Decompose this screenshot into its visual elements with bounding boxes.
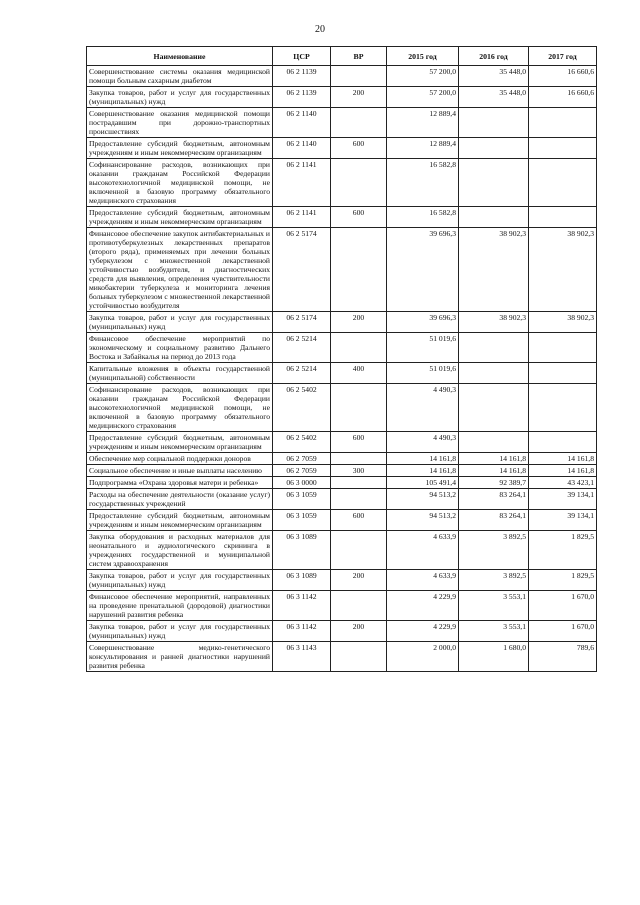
cell-name: Социальное обеспечение и иные выплаты населению: [87, 465, 273, 477]
cell-csr: 06 3 1089: [273, 570, 331, 591]
cell-name: Закупка товаров, работ и услуг для государственных (муниципальных) нужд: [87, 570, 273, 591]
table-row: [87, 207, 597, 228]
cell-name: Закупка оборудования и расходных материалов для неонатального и аудиологического скрининга в учреждениях государственной и муниципальной систем здравоохранения: [87, 531, 273, 570]
cell-vr: [331, 489, 387, 510]
cell-name: Расходы на обеспечение деятельности (оказание услуг) государственных учреждений: [87, 489, 273, 510]
column-header-name: Наименование: [87, 47, 273, 66]
cell-2015: 4 229,9: [387, 591, 459, 621]
cell-csr: 06 2 7059: [273, 465, 331, 477]
cell-csr: 06 2 5214: [273, 333, 331, 363]
cell-vr: [331, 642, 387, 672]
cell-2017: [529, 159, 597, 207]
cell-vr: 600: [331, 207, 387, 228]
cell-csr: 06 3 1059: [273, 489, 331, 510]
cell-2017: 789,6: [529, 642, 597, 672]
table-row: [87, 591, 597, 621]
cell-name: Совершенствование медико-генетического консультирования и ранней диагностики нарушений развития ребенка: [87, 642, 273, 672]
cell-csr: 06 2 1140: [273, 138, 331, 159]
cell-2016: 1 680,0: [459, 642, 529, 672]
cell-name: Совершенствование системы оказания медицинской помощи больным сахарным диабетом: [87, 66, 273, 87]
cell-2017: [529, 207, 597, 228]
cell-2015: 51 019,6: [387, 333, 459, 363]
cell-csr: 06 2 5402: [273, 384, 331, 432]
cell-vr: 600: [331, 510, 387, 531]
cell-vr: [331, 384, 387, 432]
table-row: [87, 333, 597, 363]
table-row: [87, 489, 597, 510]
cell-name: Капитальные вложения в объекты государственной (муниципальной) собственности: [87, 363, 273, 384]
table-row: [87, 642, 597, 672]
cell-2017: 43 423,1: [529, 477, 597, 489]
cell-name: Предоставление субсидий бюджетным, автономным учреждениям и иным некоммерческим организациям: [87, 207, 273, 228]
cell-2016: 3 553,1: [459, 591, 529, 621]
table-row: [87, 363, 597, 384]
cell-csr: 06 3 0000: [273, 477, 331, 489]
cell-name: Софинансирование расходов, возникающих при оказании гражданам Российской Федерации высокотехнологичной медицинской помощи, не включенной в базовую программу обязательного медицинского страхования: [87, 159, 273, 207]
cell-vr: 300: [331, 465, 387, 477]
cell-2017: 1 670,0: [529, 591, 597, 621]
table-row: [87, 477, 597, 489]
cell-2016: [459, 108, 529, 138]
table-body: [87, 66, 597, 672]
cell-2016: 92 389,7: [459, 477, 529, 489]
cell-vr: 200: [331, 87, 387, 108]
cell-vr: [331, 159, 387, 207]
cell-2016: 83 264,1: [459, 510, 529, 531]
cell-2016: [459, 363, 529, 384]
cell-2016: 35 448,0: [459, 87, 529, 108]
cell-2017: 1 829,5: [529, 570, 597, 591]
cell-name: Совершенствование оказания медицинской помощи пострадавшим при дорожно-транспортных происшествиях: [87, 108, 273, 138]
cell-csr: 06 2 5174: [273, 228, 331, 312]
cell-csr: 06 2 1140: [273, 108, 331, 138]
cell-2016: 14 161,8: [459, 465, 529, 477]
cell-2015: 105 491,4: [387, 477, 459, 489]
cell-2017: 39 134,1: [529, 510, 597, 531]
cell-vr: [331, 228, 387, 312]
cell-2017: 14 161,8: [529, 465, 597, 477]
table-row: [87, 228, 597, 312]
cell-2015: 4 490,3: [387, 384, 459, 432]
cell-2017: 14 161,8: [529, 453, 597, 465]
cell-2016: 38 902,3: [459, 228, 529, 312]
table-row: [87, 384, 597, 432]
cell-2015: 4 229,9: [387, 621, 459, 642]
cell-2016: [459, 333, 529, 363]
cell-2017: [529, 384, 597, 432]
cell-2016: 3 892,5: [459, 531, 529, 570]
cell-2017: [529, 333, 597, 363]
cell-2017: 16 660,6: [529, 87, 597, 108]
cell-2016: [459, 138, 529, 159]
table-row: [87, 531, 597, 570]
table-header-row: [87, 47, 597, 66]
cell-csr: 06 2 7059: [273, 453, 331, 465]
cell-vr: [331, 477, 387, 489]
cell-2017: [529, 138, 597, 159]
cell-name: Финансовое обеспечение мероприятий, направленных на проведение пренатальной (дородовой) диагностики нарушений развития ребенка: [87, 591, 273, 621]
cell-2016: 3 892,5: [459, 570, 529, 591]
column-header-2017: 2017 год: [529, 47, 597, 66]
table-row: [87, 621, 597, 642]
table-row: [87, 510, 597, 531]
page-number: 20: [315, 24, 325, 35]
cell-2015: 2 000,0: [387, 642, 459, 672]
column-header-vr: ВР: [331, 47, 387, 66]
cell-name: Закупка товаров, работ и услуг для государственных (муниципальных) нужд: [87, 87, 273, 108]
cell-2015: 4 490,3: [387, 432, 459, 453]
cell-name: Подпрограмма «Охрана здоровья матери и ребенка»: [87, 477, 273, 489]
cell-2015: 14 161,8: [387, 453, 459, 465]
cell-vr: 400: [331, 363, 387, 384]
cell-csr: 06 3 1143: [273, 642, 331, 672]
cell-csr: 06 2 5174: [273, 312, 331, 333]
cell-2016: [459, 207, 529, 228]
cell-csr: 06 2 5214: [273, 363, 331, 384]
cell-2016: 35 448,0: [459, 66, 529, 87]
cell-2017: 16 660,6: [529, 66, 597, 87]
cell-2016: 14 161,8: [459, 453, 529, 465]
cell-2015: 16 582,8: [387, 159, 459, 207]
cell-2015: 57 200,0: [387, 87, 459, 108]
cell-name: Софинансирование расходов, возникающих при оказании гражданам Российской Федерации высокотехнологичной медицинской помощи, не включенной в базовую программу обязательного медицинского страхования: [87, 384, 273, 432]
cell-2015: 14 161,8: [387, 465, 459, 477]
cell-2016: 38 902,3: [459, 312, 529, 333]
cell-csr: 06 2 1141: [273, 207, 331, 228]
cell-2015: 39 696,3: [387, 312, 459, 333]
cell-csr: 06 2 1141: [273, 159, 331, 207]
cell-vr: [331, 66, 387, 87]
table-row: [87, 312, 597, 333]
cell-vr: [331, 591, 387, 621]
cell-2016: [459, 384, 529, 432]
table-row: [87, 108, 597, 138]
cell-name: Закупка товаров, работ и услуг для государственных (муниципальных) нужд: [87, 621, 273, 642]
cell-vr: [331, 453, 387, 465]
cell-csr: 06 2 5402: [273, 432, 331, 453]
cell-csr: 06 3 1089: [273, 531, 331, 570]
cell-2016: 3 553,1: [459, 621, 529, 642]
table-row: [87, 87, 597, 108]
column-header-csr: ЦСР: [273, 47, 331, 66]
cell-name: Предоставление субсидий бюджетным, автономным учреждениям и иным некоммерческим организациям: [87, 510, 273, 531]
column-header-2015: 2015 год: [387, 47, 459, 66]
cell-2015: 94 513,2: [387, 489, 459, 510]
cell-2017: [529, 432, 597, 453]
cell-vr: 200: [331, 570, 387, 591]
cell-2016: 83 264,1: [459, 489, 529, 510]
cell-vr: 200: [331, 621, 387, 642]
cell-2017: [529, 108, 597, 138]
cell-vr: 600: [331, 138, 387, 159]
cell-csr: 06 3 1059: [273, 510, 331, 531]
cell-vr: 600: [331, 432, 387, 453]
cell-vr: [331, 333, 387, 363]
cell-2017: 39 134,1: [529, 489, 597, 510]
table-row: [87, 159, 597, 207]
cell-name: Финансовое обеспечение закупок антибактериальных и противотуберкулезных лекарственных препаратов (второго ряда), применяемых при лечении больных туберкулезом с множественной лекарственной устойчивостью возбудителя, и диагностических средств для выявления, определения чувствительности микобактерии туберкулеза и мониторинга лечения больных туберкулезом с множественной лекарственной устойчивостью возбудителя: [87, 228, 273, 312]
cell-name: Предоставление субсидий бюджетным, автономным учреждениям и иным некоммерческим организациям: [87, 138, 273, 159]
cell-2015: 12 889,4: [387, 108, 459, 138]
cell-2015: 94 513,2: [387, 510, 459, 531]
cell-2017: 1 670,0: [529, 621, 597, 642]
cell-2017: 1 829,5: [529, 531, 597, 570]
cell-2016: [459, 432, 529, 453]
column-header-2016: 2016 год: [459, 47, 529, 66]
cell-2015: 51 019,6: [387, 363, 459, 384]
table-row: [87, 432, 597, 453]
cell-2016: [459, 159, 529, 207]
cell-2015: 12 889,4: [387, 138, 459, 159]
cell-2015: 57 200,0: [387, 66, 459, 87]
cell-2015: 16 582,8: [387, 207, 459, 228]
cell-name: Закупка товаров, работ и услуг для государственных (муниципальных) нужд: [87, 312, 273, 333]
cell-csr: 06 3 1142: [273, 591, 331, 621]
cell-csr: 06 2 1139: [273, 66, 331, 87]
table-row: [87, 138, 597, 159]
table-row: [87, 465, 597, 477]
cell-csr: 06 3 1142: [273, 621, 331, 642]
cell-vr: [331, 108, 387, 138]
cell-name: Предоставление субсидий бюджетным, автономным учреждениям и иным некоммерческим организациям: [87, 432, 273, 453]
cell-2015: 39 696,3: [387, 228, 459, 312]
cell-name: Финансовое обеспечение мероприятий по экономическому и социальному развитию Дальнего Востока и Забайкалья на период до 2013 года: [87, 333, 273, 363]
cell-name: Обеспечение мер социальной поддержки доноров: [87, 453, 273, 465]
cell-vr: [331, 531, 387, 570]
table-row: [87, 66, 597, 87]
cell-2015: 4 633,9: [387, 531, 459, 570]
table-row: [87, 453, 597, 465]
budget-table: [86, 46, 597, 672]
cell-2017: 38 902,3: [529, 312, 597, 333]
table-row: [87, 570, 597, 591]
cell-2015: 4 633,9: [387, 570, 459, 591]
cell-2017: 38 902,3: [529, 228, 597, 312]
cell-csr: 06 2 1139: [273, 87, 331, 108]
cell-vr: 200: [331, 312, 387, 333]
cell-2017: [529, 363, 597, 384]
